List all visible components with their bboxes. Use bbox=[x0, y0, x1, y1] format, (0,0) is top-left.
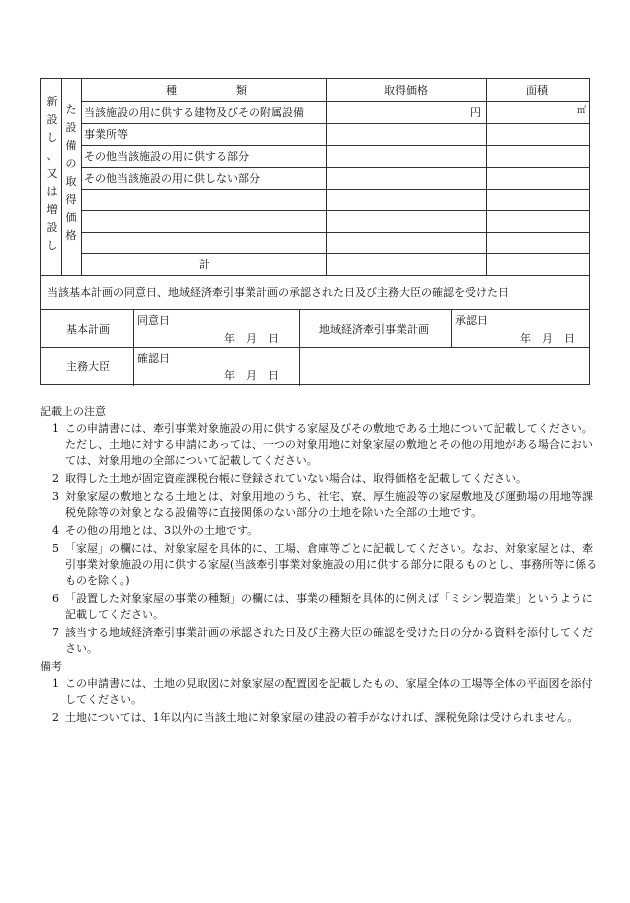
remark-number: 2 bbox=[52, 711, 59, 724]
note-item bbox=[40, 523, 600, 539]
total-label: 計 bbox=[199, 258, 210, 271]
side-label-char: た bbox=[65, 103, 77, 116]
side-label-char: 増 bbox=[46, 203, 58, 216]
side-label-char: 、 bbox=[46, 149, 58, 162]
note-text: この申請書には、牽引事業対象施設の用に供する家屋及びその敷地である土地について記載してください。ただし、土地に対する申請にあっては、一つの対象用地に対象家屋の敷地とその他の用地がある場合においては、対象用地の全部について記載してください。 bbox=[65, 422, 593, 467]
notes-section bbox=[40, 404, 600, 728]
column-header-kind-2: 類 bbox=[236, 84, 247, 97]
note-item bbox=[40, 489, 600, 521]
remark-item bbox=[40, 676, 600, 708]
remark-item bbox=[40, 710, 600, 726]
regional-plan-label: 地域経済牽引事業計画 bbox=[319, 323, 429, 336]
note-number: 1 bbox=[52, 422, 59, 435]
remark-number: 1 bbox=[52, 677, 59, 690]
side-label-char: 格 bbox=[65, 229, 77, 242]
side-label-char: 又 bbox=[46, 167, 58, 180]
minister-label: 主務大臣 bbox=[66, 360, 110, 373]
side-label-char: し bbox=[46, 239, 58, 252]
note-number: 7 bbox=[52, 626, 59, 639]
row-kind-building: 当該施設の用に供する建物及びその附属設備 bbox=[84, 106, 304, 119]
side-label-char: 設 bbox=[46, 221, 58, 234]
note-item bbox=[40, 421, 600, 469]
side-label-char: 新 bbox=[46, 95, 58, 108]
side-label-outer bbox=[44, 93, 60, 255]
notes-heading: 記載上の注意 bbox=[40, 405, 106, 418]
unit-area: ㎡ bbox=[577, 106, 587, 116]
remarks-heading: 備考 bbox=[40, 660, 62, 673]
note-text: 取得した土地が固定資産課税台帳に登録されていない場合は、取得価格を記載してください。 bbox=[65, 472, 527, 485]
side-label-inner bbox=[63, 101, 79, 245]
note-number: 3 bbox=[52, 490, 59, 503]
note-number: 4 bbox=[52, 524, 59, 537]
confirm-date-format: 年 月 日 bbox=[224, 369, 279, 382]
side-label-char: は bbox=[46, 185, 58, 198]
side-label-char: の bbox=[65, 157, 77, 170]
column-header-area: 面積 bbox=[526, 84, 548, 97]
column-header-kind-1: 種 bbox=[166, 84, 177, 97]
note-text: 「設置した対象家屋の事業の種類」の欄には、事業の種類を具体的に例えば「ミシン製造業」というように記載してください。 bbox=[65, 592, 593, 621]
note-text: 対象家屋の敷地となる土地とは、対象用地のうち、社宅、寮、厚生施設等の家屋敷地及び運動場の用地等課税免除等の対象となる設備等に直接関係のない部分の土地を除いた全部の土地です。 bbox=[65, 490, 593, 519]
agree-date-label: 同意日 bbox=[137, 314, 170, 327]
side-label-char: 取 bbox=[65, 175, 77, 188]
acquisition-form-table bbox=[40, 78, 590, 385]
row-kind-other-unused: その他当該施設の用に供しない部分 bbox=[84, 172, 260, 185]
approve-date-format: 年 月 日 bbox=[520, 332, 575, 345]
note-number: 2 bbox=[52, 472, 59, 485]
side-label-char: 価 bbox=[65, 211, 77, 224]
row-kind-other-used: その他当該施設の用に供する部分 bbox=[84, 150, 249, 163]
remark-text: 土地については、1年以内に当該土地に対象家屋の建設の着手がなければ、課税免除は受けられません。 bbox=[65, 711, 579, 724]
note-text: その他の用地とは、3以外の土地です。 bbox=[65, 524, 259, 537]
remark-text: この申請書には、土地の見取図に対象家屋の配置図を記載したもの、家屋全体の工場等全体の平面図を添付してください。 bbox=[65, 677, 593, 706]
side-label-char: 設 bbox=[65, 121, 77, 134]
note-item bbox=[40, 625, 600, 657]
note-number: 6 bbox=[52, 592, 59, 605]
note-text: 「家屋」の欄には、対象家屋を具体的に、工場、倉庫等ごとに記載してください。なお、対象家屋とは、牽引事業対象施設の用に供する家屋(当該牽引事業対象施設の用に供する部分に限るものとし、事務所等に係るものを除く。) bbox=[65, 542, 598, 587]
side-label-char: 得 bbox=[65, 193, 77, 206]
note-item bbox=[40, 591, 600, 623]
agree-date-format: 年 月 日 bbox=[224, 332, 279, 345]
basic-plan-label: 基本計画 bbox=[66, 323, 110, 336]
note-item bbox=[40, 471, 600, 487]
confirm-date-label: 確認日 bbox=[137, 352, 170, 365]
note-number: 5 bbox=[52, 542, 59, 555]
note-item bbox=[40, 541, 600, 589]
side-label-char: 設 bbox=[46, 113, 58, 126]
side-label-char: 備 bbox=[65, 139, 77, 152]
approve-date-label: 承認日 bbox=[455, 314, 488, 327]
side-label-char: し bbox=[46, 131, 58, 144]
approval-heading: 当該基本計画の同意日、地域経済牽引事業計画の承認された日及び主務大臣の確認を受けた日 bbox=[47, 286, 509, 299]
unit-yen: 円 bbox=[470, 106, 481, 119]
note-text: 該当する地域経済牽引事業計画の承認された日及び主務大臣の確認を受けた日の分かる資料を添付してください。 bbox=[65, 626, 593, 655]
column-header-price: 取得価格 bbox=[384, 84, 428, 97]
row-kind-office: 事業所等 bbox=[84, 128, 128, 141]
